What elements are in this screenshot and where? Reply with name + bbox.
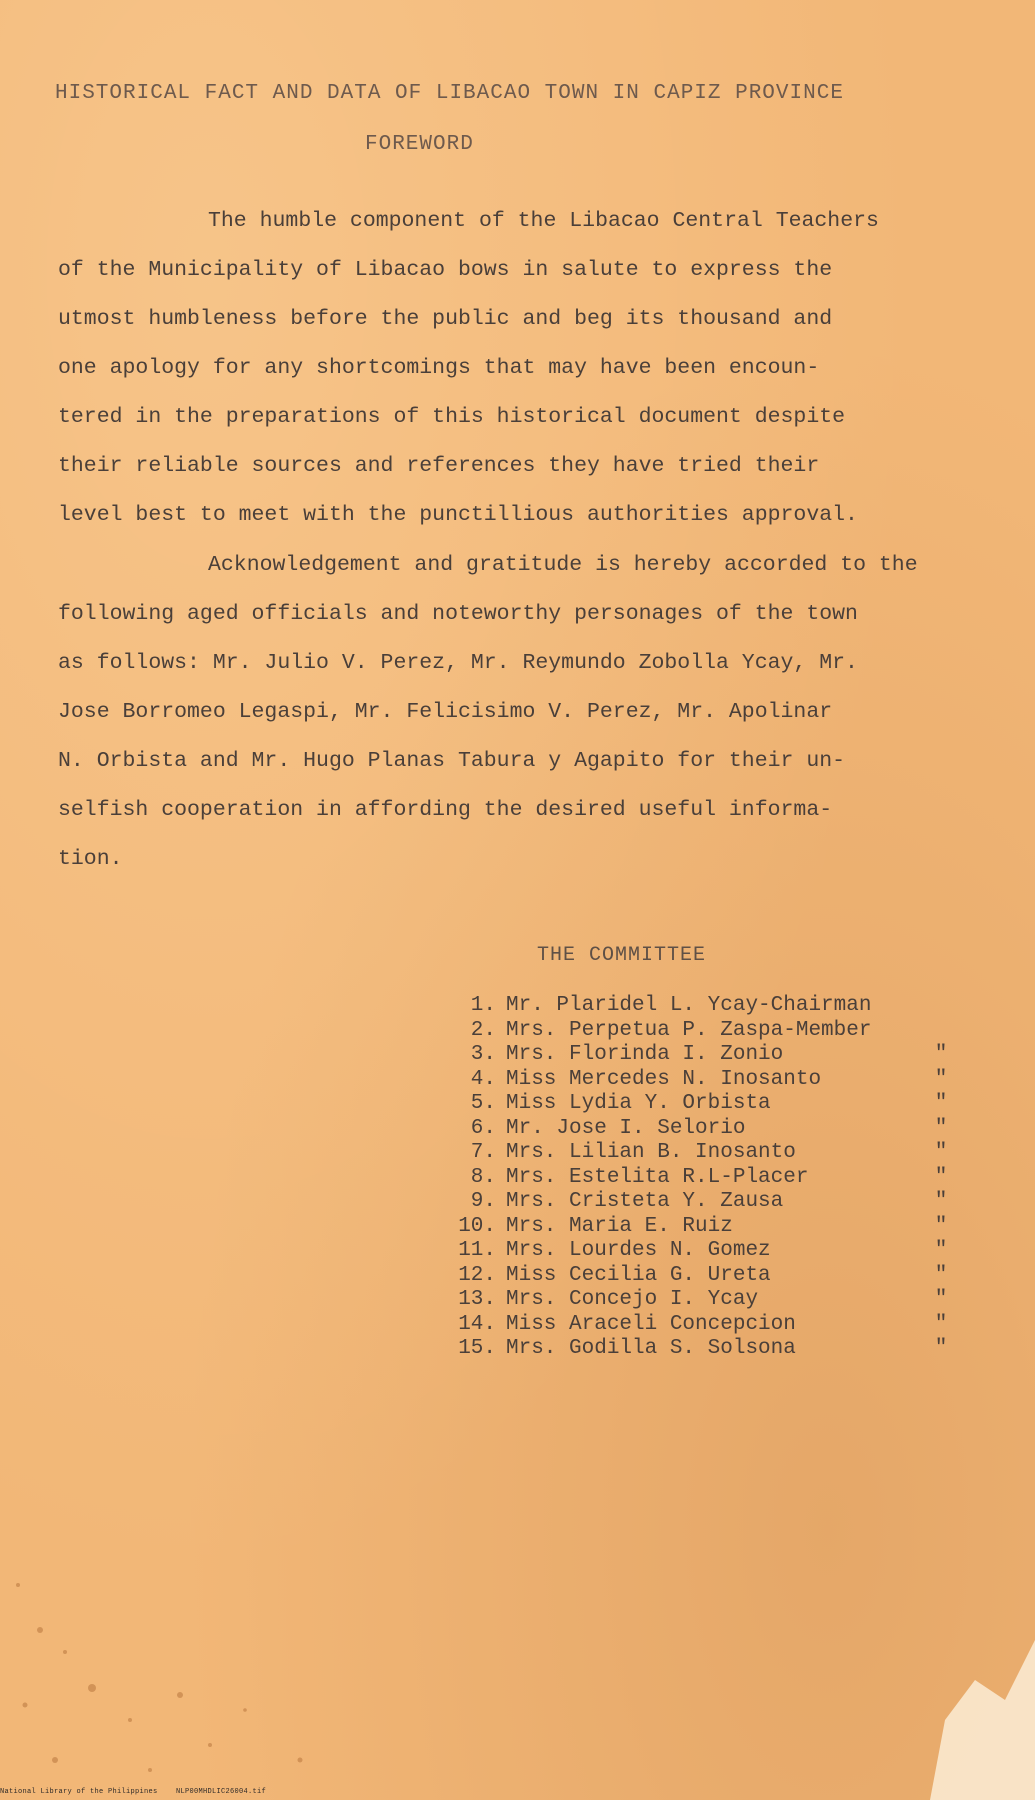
ditto-mark: ": [934, 1312, 948, 1336]
paragraph-line: one apology for any shortcomings that may have been encoun-: [58, 356, 820, 380]
paragraph-line: tered in the preparations of this historical document despite: [58, 405, 846, 429]
member-name: Miss Cecilia G. Ureta: [506, 1263, 771, 1287]
committee-member: [436, 1166, 956, 1191]
member-name: Mrs. Lourdes N. Gomez: [506, 1239, 771, 1262]
ditto-mark: ": [934, 1092, 948, 1115]
member-number: 9.: [470, 1190, 496, 1213]
committee-member: [436, 994, 956, 1019]
member-name: Miss Mercedes N. Inosanto: [506, 1067, 822, 1091]
ditto-mark: ": [934, 1337, 948, 1360]
paragraph-line: their reliable sources and references they have tried their: [58, 454, 820, 478]
ditto-mark: ": [934, 1067, 948, 1091]
committee-member: [436, 1141, 956, 1166]
member-number: 2.: [470, 1018, 496, 1042]
committee-member: [436, 1019, 956, 1044]
footer-file: NLP00MHDLIC26004.tif: [176, 1788, 267, 1796]
paragraph-line: Jose Borromeo Legaspi, Mr. Felicisimo V. Perez, Mr. Apolinar: [58, 700, 833, 724]
foreword-paragraph-2: [58, 541, 988, 884]
member-number: 10.: [458, 1214, 496, 1238]
member-name: Miss Araceli Concepcion: [506, 1312, 796, 1336]
member-number: 5.: [470, 1092, 496, 1115]
member-name: Mrs. Godilla S. Solsona: [506, 1337, 796, 1360]
member-number: 7.: [470, 1141, 496, 1164]
member-number: 8.: [470, 1165, 496, 1189]
committee-member: [436, 1239, 956, 1264]
paragraph-line: N. Orbista and Mr. Hugo Planas Tabura y Agapito for their un-: [58, 749, 846, 773]
member-name: Mrs. Florinda I. Zonio: [506, 1043, 784, 1066]
committee-member: [436, 1190, 956, 1215]
committee-member: [436, 1215, 956, 1240]
ditto-mark: ": [934, 1165, 948, 1189]
ditto-mark: ": [934, 1043, 948, 1066]
committee-heading: THE COMMITTEE: [537, 944, 707, 967]
ditto-mark: [926, 994, 956, 1019]
member-number: 4.: [470, 1067, 496, 1091]
member-name: Mr. Jose I. Selorio: [506, 1116, 746, 1140]
ditto-mark: ": [934, 1263, 948, 1287]
ditto-mark: ": [934, 1190, 948, 1213]
member-number: 12.: [458, 1263, 496, 1287]
committee-member: [436, 1264, 956, 1289]
ditto-mark: ": [934, 1116, 948, 1140]
ditto-mark: ": [934, 1288, 948, 1311]
member-number: 3.: [470, 1043, 496, 1066]
member-number: 11.: [458, 1239, 496, 1262]
member-number: 6.: [470, 1116, 496, 1140]
member-number: 14.: [458, 1312, 496, 1336]
member-name: Mr. Plaridel L. Ycay-Chairman: [506, 994, 872, 1017]
committee-member: [436, 1117, 956, 1142]
committee-member: [436, 1068, 956, 1093]
committee-member: [436, 1337, 956, 1362]
document-subtitle: FOREWORD: [365, 133, 474, 156]
member-name: Miss Lydia Y. Orbista: [506, 1092, 771, 1115]
paragraph-line: utmost humbleness before the public and beg its thousand and: [58, 307, 833, 331]
committee-member: [436, 1043, 956, 1068]
member-name: Mrs. Cristeta Y. Zausa: [506, 1190, 784, 1213]
member-number: 15.: [458, 1337, 496, 1360]
member-number: 1.: [470, 994, 496, 1017]
member-number: 13.: [458, 1288, 496, 1311]
committee-member: [436, 1288, 956, 1313]
ditto-mark: ": [934, 1214, 948, 1238]
footer-source: National Library of the Philippines: [0, 1788, 158, 1796]
member-name: Mrs. Maria E. Ruiz: [506, 1214, 733, 1238]
paragraph-line: level best to meet with the punctillious authorities approval.: [58, 503, 858, 527]
footer: [0, 1788, 1035, 1796]
foreword-paragraph-1: [58, 197, 988, 540]
document-title: HISTORICAL FACT AND DATA OF LIBACAO TOWN IN CAPIZ PROVINCE: [55, 82, 844, 105]
ditto-mark: ": [934, 1141, 948, 1164]
member-name: Mrs. Estelita R.L-Placer: [506, 1165, 809, 1189]
paragraph-line: selfish cooperation in affording the desired useful informa-: [58, 798, 833, 822]
paragraph-line: as follows: Mr. Julio V. Perez, Mr. Reymundo Zobolla Ycay, Mr.: [58, 651, 858, 675]
paragraph-line: following aged officials and noteworthy personages of the town: [58, 602, 858, 626]
committee-member: [436, 1313, 956, 1338]
paragraph-line: of the Municipality of Libacao bows in salute to express the: [58, 258, 833, 282]
ditto-mark: ": [934, 1239, 948, 1262]
committee-member: [436, 1092, 956, 1117]
member-name: Mrs. Lilian B. Inosanto: [506, 1141, 796, 1164]
member-name: Mrs. Concejo I. Ycay: [506, 1288, 759, 1311]
paragraph-line: tion.: [58, 847, 123, 871]
committee-list: [436, 994, 956, 1362]
paragraph-line: Acknowledgement and gratitude is hereby accorded to the: [208, 553, 918, 577]
ditto-mark: [926, 1019, 956, 1044]
paragraph-line: The humble component of the Libacao Central Teachers: [208, 209, 879, 233]
member-name: Mrs. Perpetua P. Zaspa-Member: [506, 1018, 872, 1042]
